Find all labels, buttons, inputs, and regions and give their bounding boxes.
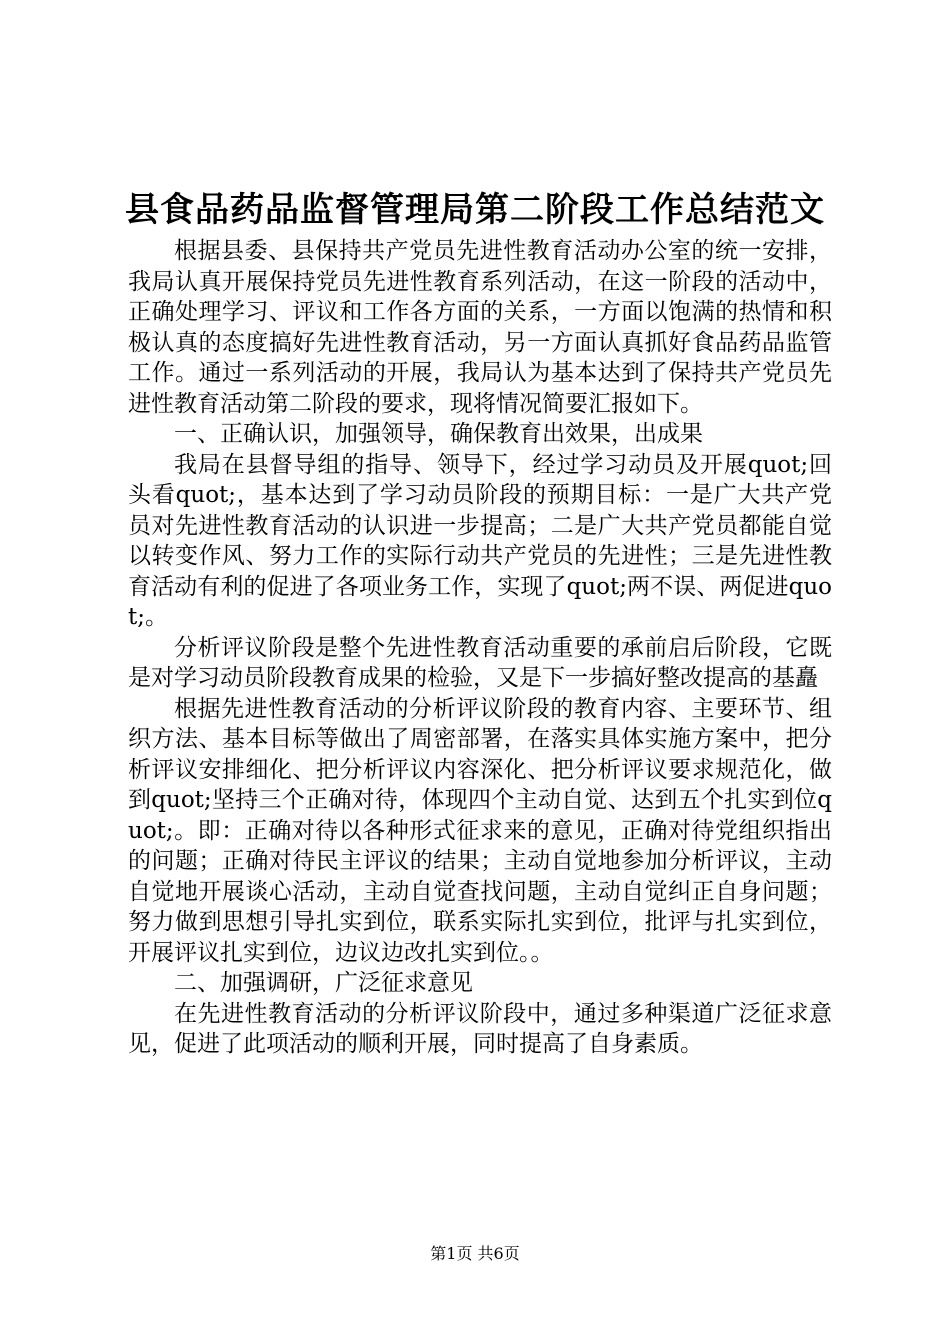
document-title: 县食品药品监督管理局第二阶段工作总结范文 [125, 190, 825, 230]
paragraph-section-1: 我局在县督导组的指导、领导下，经过学习动员及开展quot;回头看quot;，基本达到了学习动员阶段的预期目标：一是广大共产党员对先进性教育活动的认识进一步提高；二是广大共产党员都能自觉以转变作风、努力工作的实际行动共产党员的先进性；三是先进性教育活动有利的促进了各项业务工作，实现了quot;两不误、两促进quot;。 [128, 451, 832, 630]
paragraph-analysis: 分析评议阶段是整个先进性教育活动重要的承前启后阶段，它既是对学习动员阶段教育成果的检验，又是下一步搞好整改提高的基矗 [128, 634, 832, 691]
section-heading-2: 二、加强调研，广泛征求意见 [174, 970, 473, 996]
section-heading-1: 一、正确认识，加强领导，确保教育出效果，出成果 [174, 421, 703, 447]
page-footer: 第1页 共6页 [430, 1244, 520, 1263]
document-body [128, 236, 832, 1060]
paragraph-section-2: 在先进性教育活动的分析评议阶段中，通过多种渠道广泛征求意见，促进了此项活动的顺利开展，同时提高了自身素质。 [128, 1000, 832, 1057]
paragraph-intro: 根据县委、县保持共产党员先进性教育活动办公室的统一安排，我局认真开展保持党员先进性教育系列活动，在这一阶段的活动中，正确处理学习、评议和工作各方面的关系，一方面以饱满的热情和积极认真的态度搞好先进性教育活动，另一方面认真抓好食品药品监管工作。通过一系列活动的开展，我局认为基本达到了保持共产党员先进性教育活动第二阶段的要求，现将情况简要汇报如下。 [128, 238, 832, 417]
paragraph-deployment: 根据先进性教育活动的分析评议阶段的教育内容、主要环节、组织方法、基本目标等做出了周密部署，在落实具体实施方案中，把分析评议安排细化、把分析评议内容深化、把分析评议要求规范化，做到quot;坚持三个正确对待，体现四个主动自觉、达到五个扎实到位quot;。即：正确对待以各种形式征求来的意见，正确对待党组织指出的问题；正确对待民主评议的结果；主动自觉地参加分析评议，主动自觉地开展谈心活动，主动自觉查找问题，主动自觉纠正自身问题；努力做到思想引导扎实到位，联系实际扎实到位，批评与扎实到位，开展评议扎实到位，边议边改扎实到位。。 [128, 695, 832, 966]
